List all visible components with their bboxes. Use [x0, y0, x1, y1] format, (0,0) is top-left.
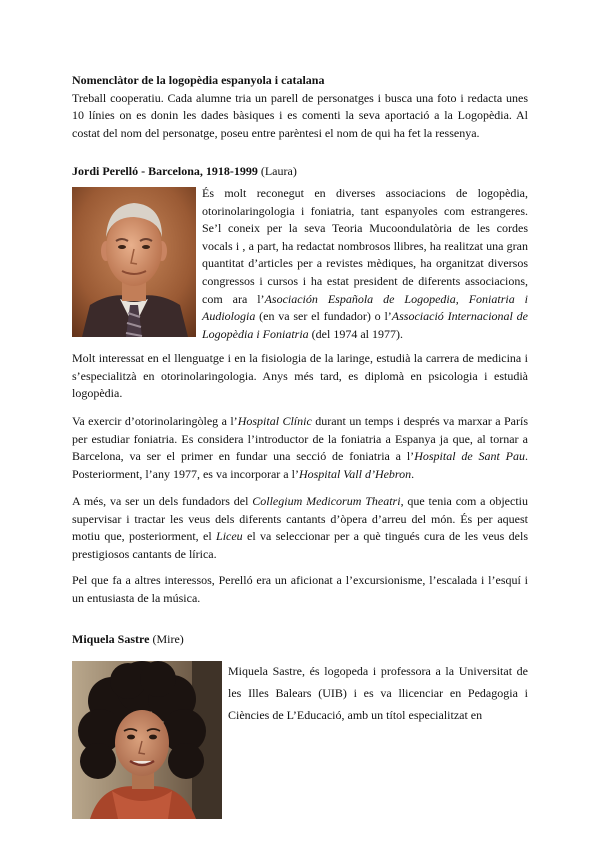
person1-p3-text-b: durant un temps i després va marxar a París per estudiar foniatria. Es considera l’introductor de la foniatria a Espanya ja que, al tornar a Barcelona, va ser el primer en fundar una secció de foniatria a l’ — [72, 414, 528, 464]
person1-paragraph-4 — [72, 493, 528, 563]
person2-author: (Mire) — [152, 632, 184, 646]
person1-p3-text-c: . Posteriorment, l’any 1977, es va incorporar a l’ — [72, 449, 529, 481]
hospital-clinic: Hospital Clínic — [237, 414, 312, 428]
person1-photo — [72, 187, 196, 337]
association-name-2: Associació Internacional de Logopèdia i Foniatria — [202, 309, 529, 341]
collegium-name: Collegium Medicorum Theatri — [252, 494, 401, 508]
hospital-sant-pau: Hospital de Sant Pau — [414, 449, 526, 464]
person1-paragraph-2 — [72, 350, 528, 403]
person1-para2-text: Molt interessat en el llenguatge i en la fisiologia de la laringe, estudià la carrera de medicina i s’especialitzà en otorinolaringologia. Anys més tard, es diplomà en psicologia i estudià logopèdia. — [72, 351, 528, 401]
person1-p4-text-c: el va seleccionar per a què tingués cura de les veus dels prestigiosos cantants de lírica. — [72, 529, 528, 561]
association-name-1: Asociación Española de Logopedia, Foniatria i Audiologia — [202, 291, 529, 324]
person1-name: Jordi Perelló - Barcelona, 1918-1999 — [72, 164, 258, 178]
person1-p3-text-a: Va exercir d’otorinolaringòleg a l’ — [72, 414, 238, 428]
person1-bio-text-c: (del 1974 al 1977). — [308, 326, 403, 341]
person1-p4-text-a: A més, va ser un dels fundadors del — [72, 494, 253, 508]
intro-text: Treball cooperatiu. Cada alumne tria un parell de personatges i busca una foto i redacta unes 10 línies on es donin les dades bàsiques i es comenti la seva aportació a la Logopèdia. Al costat del nom del personatge, poseu entre parèntesi el nom de qui ha fet la ressenya. — [72, 90, 528, 140]
person2-photo — [72, 661, 222, 819]
intro-section — [72, 72, 528, 142]
liceu-name: Liceu — [216, 529, 243, 544]
person1-bio-text-a: És molt reconegut en diverses associacions de logopèdia, otorinolaringologia i foniatria, tant espanyoles com estrangeres. Se’l coneix per la seva Teoria Mucoondulatòria de les cordes vocals i , a part, ha redactat nombrosos llibres, ha realitzat una gran quantitat d’articles per a revistes mèdiques, ha organitzat diversos congressos i cursos i ha estat president de diferents associacions, com ara l’ — [202, 186, 528, 306]
person2-bio — [228, 660, 528, 726]
person1-para5-text: Pel que fa a altres interessos, Perelló era un aficionat a l’excursionisme, l’escalada i l’esquí i un entusiasta de la música. — [72, 573, 528, 605]
person1-paragraph-3 — [72, 413, 528, 483]
person1-heading — [72, 163, 528, 181]
person1-bio — [202, 185, 528, 343]
document-title: Nomenclàtor de la logopèdia espanyola i catalana — [72, 73, 325, 87]
person1-p4-text-b: , que tenia com a objectiu supervisar i tractar les veus dels diferents cantants d’òpera d’arreu del món. És per aquest motiu que, posteriorment, el — [72, 494, 528, 544]
hospital-vall-hebron: Hospital Vall d’Hebron — [298, 466, 412, 481]
person2-heading — [72, 631, 528, 649]
person2-name: Miquela Sastre — [72, 632, 150, 646]
person1-p3-text-d: . — [411, 466, 415, 481]
person1-paragraph-5 — [72, 572, 528, 607]
person1-author: (Laura) — [260, 164, 297, 178]
person1-bio-text-b: (en va ser el fundador) o l’ — [255, 309, 392, 324]
person2-bio-text: Miquela Sastre, és logopeda i professora a la Universitat de les Illes Balears (UIB) i es va llicenciar en Pedagogia i Ciències de L’Educació, amb un títol especialitzat en — [228, 664, 528, 722]
